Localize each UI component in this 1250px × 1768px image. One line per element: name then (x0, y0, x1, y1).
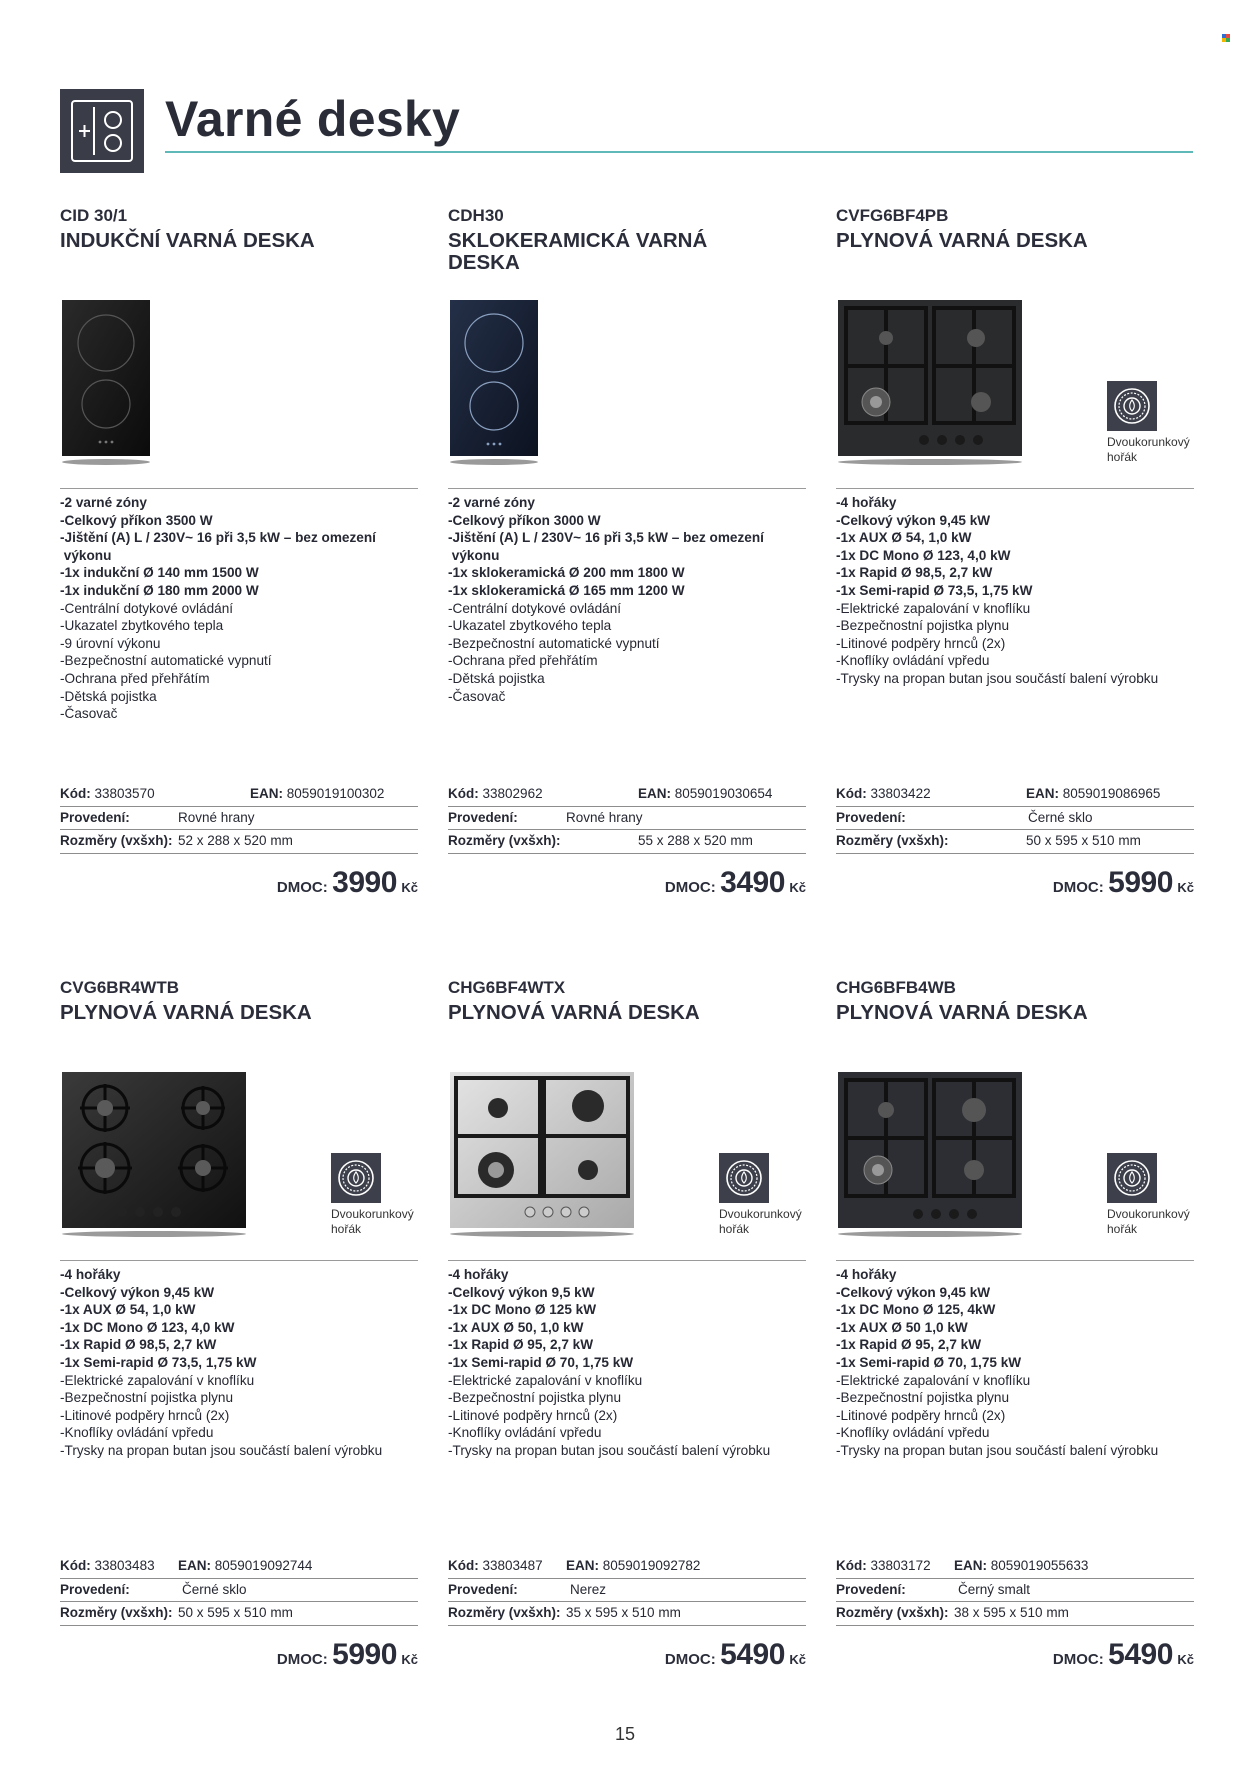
spec-table (448, 1555, 806, 1626)
spec-row-finish (448, 807, 806, 831)
feature-item: -Elektrické zapalování v knoflíku (60, 1372, 255, 1388)
feature-item: -Ochrana před přehřátím (448, 653, 598, 669)
price-tag (665, 1638, 806, 1672)
finish-value: Černé sklo (1028, 809, 1093, 825)
page-title: Varné desky (165, 91, 461, 147)
spec-divider (448, 1260, 806, 1261)
dims-value: 52 x 288 x 520 mm (178, 833, 293, 848)
feature-item: -9 úrovní výkonu (60, 635, 161, 651)
feature-item: -1x AUX Ø 50 1,0 kW (836, 1319, 968, 1335)
ean-value: 8059019100302 (286, 786, 385, 801)
ean-label: EAN: (954, 1558, 987, 1573)
price-label: DMOC: (276, 1651, 328, 1668)
feature-item: -1x AUX Ø 50, 1,0 kW (448, 1319, 584, 1335)
feature-list (60, 1266, 420, 1460)
feature-item: -2 varné zóny (448, 495, 535, 510)
feature-item: -1x Semi-rapid Ø 73,5, 1,75 kW (60, 1354, 257, 1370)
double-crown-burner-icon (1107, 1153, 1157, 1203)
spec-table (448, 783, 806, 854)
price-currency: Kč (401, 1652, 418, 1667)
gas-hob-steel-image (448, 1070, 636, 1240)
double-crown-burner-icon (719, 1153, 769, 1203)
product-card (448, 978, 806, 1708)
price-label: DMOC: (664, 879, 716, 896)
product-title: SKLOKERAMICKÁ VARNÁ DESKA (448, 229, 708, 274)
code-label: Kód: (836, 786, 867, 801)
spec-row-finish (60, 1579, 418, 1603)
burner-badge-label: Dvoukorunkový hořák (1107, 1207, 1190, 1236)
ean-cell (250, 783, 384, 805)
feature-item: -Bezpečnostní pojistka plynu (836, 1390, 1010, 1406)
double-crown-burner-icon (1107, 381, 1157, 431)
price-value: 5990 (332, 1638, 397, 1671)
ean-label: EAN: (638, 786, 671, 801)
feature-item: -1x AUX Ø 54, 1,0 kW (836, 530, 972, 546)
feature-list (448, 494, 808, 705)
price-tag (1053, 866, 1194, 900)
feature-item: výkonu (448, 547, 500, 563)
spec-row-dims (60, 1602, 418, 1626)
feature-list (448, 1266, 808, 1460)
feature-item: -1x Semi-rapid Ø 70, 1,75 kW (836, 1354, 1022, 1370)
code-label: Kód: (448, 1558, 479, 1573)
spec-table (60, 783, 418, 854)
ean-value: 8059019092744 (214, 1558, 313, 1573)
product-title: PLYNOVÁ VARNÁ DESKA (60, 1001, 312, 1024)
feature-item: -1x Rapid Ø 95, 2,7 kW (448, 1337, 594, 1353)
feature-item: -Litinové podpěry hrnců (2x) (448, 1407, 618, 1423)
cooktop-icon (60, 89, 144, 173)
feature-list (836, 1266, 1196, 1460)
finish-label: Provedení: (60, 809, 130, 825)
ean-cell (954, 1555, 1088, 1577)
product-title: PLYNOVÁ VARNÁ DESKA (836, 229, 1088, 252)
feature-item: -Dětská pojistka (60, 688, 157, 704)
feature-item: -Knoflíky ovládání vpředu (448, 1425, 602, 1441)
product-title: PLYNOVÁ VARNÁ DESKA (836, 1001, 1088, 1024)
price-value: 5990 (1108, 866, 1173, 899)
feature-item: -Jištění (A) L / 230V~ 16 při 3,5 kW – bez omezení (60, 530, 376, 546)
code-value: 33803172 (870, 1558, 931, 1573)
price-value: 3990 (332, 866, 397, 899)
ean-cell (178, 1555, 312, 1577)
spec-row-finish (448, 1579, 806, 1603)
finish-label: Provedení: (836, 809, 906, 825)
feature-list (836, 494, 1196, 688)
ean-value: 8059019086965 (1062, 786, 1161, 801)
product-card (60, 978, 418, 1708)
dims-value: 38 x 595 x 510 mm (954, 1605, 1069, 1620)
spec-divider (448, 488, 806, 489)
spec-row-code (836, 1555, 1194, 1579)
feature-item: -Ochrana před přehřátím (60, 670, 210, 686)
spec-divider (60, 1260, 418, 1261)
dims-label: Rozměry (vxšxh): (60, 833, 173, 848)
ean-cell (1026, 783, 1160, 805)
product-model: CID 30/1 (60, 206, 128, 225)
double-crown-burner-icon (331, 1153, 381, 1203)
product-title: INDUKČNÍ VARNÁ DESKA (60, 229, 315, 252)
finish-label: Provedení: (60, 1581, 130, 1597)
price-value: 3490 (720, 866, 785, 899)
product-model: CVFG6BF4PB (836, 206, 949, 225)
product-card (836, 978, 1194, 1708)
finish-label: Provedení: (836, 1581, 906, 1597)
gas-hob-enamel-image (836, 1070, 1024, 1240)
feature-item: -Bezpečnostní automatické vypnutí (448, 635, 660, 651)
ean-label: EAN: (250, 786, 283, 801)
dims-label: Rozměry (vxšxh): (836, 1605, 949, 1620)
dims-label: Rozměry (vxšxh): (448, 1605, 561, 1620)
page-number: 15 (614, 1724, 636, 1744)
spec-row-dims (60, 830, 418, 854)
feature-item: -2 varné zóny (60, 495, 147, 510)
code-value: 33803570 (94, 786, 155, 801)
finish-label: Provedení: (448, 809, 518, 825)
price-label: DMOC: (276, 879, 328, 896)
gas-hob-black-image (836, 298, 1024, 468)
spec-divider (60, 488, 418, 489)
dims-value: 55 x 288 x 520 mm (638, 833, 753, 848)
finish-value: Černé sklo (182, 1581, 247, 1597)
feature-item: -1x indukční Ø 180 mm 2000 W (60, 582, 259, 598)
finish-label: Provedení: (448, 1581, 518, 1597)
price-tag (277, 1638, 418, 1672)
spec-row-dims (448, 830, 806, 854)
brand-dot-icon (1222, 34, 1230, 42)
feature-item: -Litinové podpěry hrnců (2x) (60, 1407, 230, 1423)
induction-hob-image (60, 298, 152, 468)
price-currency: Kč (789, 880, 806, 895)
ceramic-hob-image (448, 298, 540, 468)
feature-item: -Litinové podpěry hrnců (2x) (836, 1407, 1006, 1423)
feature-item: -4 hořáky (836, 495, 897, 510)
feature-item: -4 hořáky (60, 1267, 121, 1282)
code-label: Kód: (836, 1558, 867, 1573)
feature-item: -Trysky na propan butan jsou součástí balení výrobku (60, 1442, 383, 1458)
finish-value: Rovné hrany (178, 809, 255, 825)
code-value: 33803422 (870, 786, 931, 801)
price-label: DMOC: (664, 1651, 716, 1668)
price-tag (1053, 1638, 1194, 1672)
feature-item: -Elektrické zapalování v knoflíku (836, 600, 1031, 616)
spec-row-finish (60, 807, 418, 831)
feature-item: -Celkový příkon 3000 W (448, 512, 601, 528)
feature-item: -Dětská pojistka (448, 670, 545, 686)
spec-row-code (836, 783, 1194, 807)
feature-item: -1x Semi-rapid Ø 70, 1,75 kW (448, 1354, 634, 1370)
spec-row-code (60, 1555, 418, 1579)
feature-item: -1x DC Mono Ø 125, 4kW (836, 1302, 996, 1318)
feature-item: -1x Semi-rapid Ø 73,5, 1,75 kW (836, 582, 1033, 598)
spec-row-finish (836, 1579, 1194, 1603)
feature-item: -Bezpečnostní pojistka plynu (60, 1390, 234, 1406)
code-value: 33803483 (94, 1558, 155, 1573)
finish-value: Nerez (570, 1581, 607, 1597)
price-value: 5490 (1108, 1638, 1173, 1671)
feature-item: -Časovač (60, 706, 118, 722)
feature-item: -Bezpečnostní automatické vypnutí (60, 653, 272, 669)
burner-badge-label: Dvoukorunkový hořák (1107, 435, 1190, 464)
dims-value: 50 x 595 x 510 mm (178, 1605, 293, 1620)
feature-item: -Litinové podpěry hrnců (2x) (836, 635, 1006, 651)
feature-item: -Trysky na propan butan jsou součástí balení výrobku (448, 1442, 771, 1458)
feature-item: -1x DC Mono Ø 123, 4,0 kW (60, 1319, 235, 1335)
ean-label: EAN: (566, 1558, 599, 1573)
gas-hob-glass-image (60, 1070, 248, 1240)
feature-item: -Trysky na propan butan jsou součástí balení výrobku (836, 1442, 1159, 1458)
feature-item: -Celkový výkon 9,45 kW (836, 512, 991, 528)
feature-item: -Celkový výkon 9,45 kW (60, 1284, 215, 1300)
spec-row-code (60, 783, 418, 807)
spec-table (836, 783, 1194, 854)
feature-item: -1x DC Mono Ø 125 kW (448, 1302, 597, 1318)
product-model: CHG6BF4WTX (448, 978, 566, 997)
spec-table (836, 1555, 1194, 1626)
product-title: PLYNOVÁ VARNÁ DESKA (448, 1001, 700, 1024)
product-model: CVG6BR4WTB (60, 978, 180, 997)
dims-label: Rozměry (vxšxh): (448, 833, 561, 848)
code-value: 33803487 (482, 1558, 543, 1573)
title-divider (165, 151, 1193, 153)
price-label: DMOC: (1052, 1651, 1104, 1668)
dims-label: Rozměry (vxšxh): (60, 1605, 173, 1620)
ean-value: 8059019030654 (674, 786, 773, 801)
feature-item: -Knoflíky ovládání vpředu (836, 653, 990, 669)
price-label: DMOC: (1052, 879, 1104, 896)
burner-badge-label: Dvoukorunkový hořák (331, 1207, 414, 1236)
feature-item: -Celkový výkon 9,45 kW (836, 1284, 991, 1300)
feature-item: -1x sklokeramická Ø 165 mm 1200 W (448, 582, 685, 598)
dims-value: 50 x 595 x 510 mm (1026, 833, 1141, 848)
finish-value: Černý smalt (958, 1581, 1031, 1597)
ean-value: 8059019092782 (602, 1558, 701, 1573)
feature-item: -1x sklokeramická Ø 200 mm 1800 W (448, 565, 685, 581)
ean-cell (566, 1555, 700, 1577)
product-model: CDH30 (448, 206, 504, 225)
feature-item: -Bezpečnostní pojistka plynu (448, 1390, 622, 1406)
feature-item: -Centrální dotykové ovládání (448, 600, 622, 616)
feature-item: -1x Rapid Ø 95, 2,7 kW (836, 1337, 982, 1353)
dims-value: 35 x 595 x 510 mm (566, 1605, 681, 1620)
code-label: Kód: (60, 1558, 91, 1573)
spec-row-code (448, 1555, 806, 1579)
price-currency: Kč (1177, 880, 1194, 895)
feature-item: -1x indukční Ø 140 mm 1500 W (60, 565, 259, 581)
feature-item: -Knoflíky ovládání vpředu (836, 1425, 990, 1441)
feature-item: -Celkový příkon 3500 W (60, 512, 213, 528)
feature-item: -Ukazatel zbytkového tepla (448, 618, 612, 634)
feature-item: -Časovač (448, 688, 506, 704)
burner-badge-label: Dvoukorunkový hořák (719, 1207, 802, 1236)
ean-label: EAN: (178, 1558, 211, 1573)
price-tag (665, 866, 806, 900)
code-label: Kód: (60, 786, 91, 801)
spec-row-code (448, 783, 806, 807)
feature-item: -4 hořáky (448, 1267, 509, 1282)
finish-value: Rovné hrany (566, 809, 643, 825)
feature-item: -Celkový výkon 9,5 kW (448, 1284, 595, 1300)
price-currency: Kč (789, 1652, 806, 1667)
product-card (60, 206, 418, 936)
feature-item: -Bezpečnostní pojistka plynu (836, 618, 1010, 634)
code-label: Kód: (448, 786, 479, 801)
feature-item: -4 hořáky (836, 1267, 897, 1282)
feature-item: -1x AUX Ø 54, 1,0 kW (60, 1302, 196, 1318)
spec-row-dims (836, 830, 1194, 854)
ean-label: EAN: (1026, 786, 1059, 801)
price-currency: Kč (1177, 1652, 1194, 1667)
product-card (448, 206, 806, 936)
ean-cell (638, 783, 772, 805)
feature-item: -1x DC Mono Ø 123, 4,0 kW (836, 547, 1011, 563)
feature-item: -Elektrické zapalování v knoflíku (448, 1372, 643, 1388)
feature-item: -Elektrické zapalování v knoflíku (836, 1372, 1031, 1388)
product-model: CHG6BFB4WB (836, 978, 956, 997)
feature-item: -Trysky na propan butan jsou součástí balení výrobku (836, 670, 1159, 686)
feature-item: -Ukazatel zbytkového tepla (60, 618, 224, 634)
ean-value: 8059019055633 (990, 1558, 1089, 1573)
price-tag (277, 866, 418, 900)
feature-item: -1x Rapid Ø 98,5, 2,7 kW (836, 565, 993, 581)
product-card (836, 206, 1194, 936)
feature-item: -Jištění (A) L / 230V~ 16 při 3,5 kW – bez omezení (448, 530, 764, 546)
code-value: 33802962 (482, 786, 543, 801)
spec-divider (836, 1260, 1194, 1261)
spec-row-dims (836, 1602, 1194, 1626)
feature-item: -Centrální dotykové ovládání (60, 600, 234, 616)
dims-label: Rozměry (vxšxh): (836, 833, 949, 848)
price-currency: Kč (401, 880, 418, 895)
price-value: 5490 (720, 1638, 785, 1671)
spec-row-finish (836, 807, 1194, 831)
feature-item: výkonu (60, 547, 112, 563)
spec-divider (836, 488, 1194, 489)
feature-list (60, 494, 420, 723)
spec-row-dims (448, 1602, 806, 1626)
feature-item: -1x Rapid Ø 98,5, 2,7 kW (60, 1337, 217, 1353)
spec-table (60, 1555, 418, 1626)
feature-item: -Knoflíky ovládání vpředu (60, 1425, 214, 1441)
